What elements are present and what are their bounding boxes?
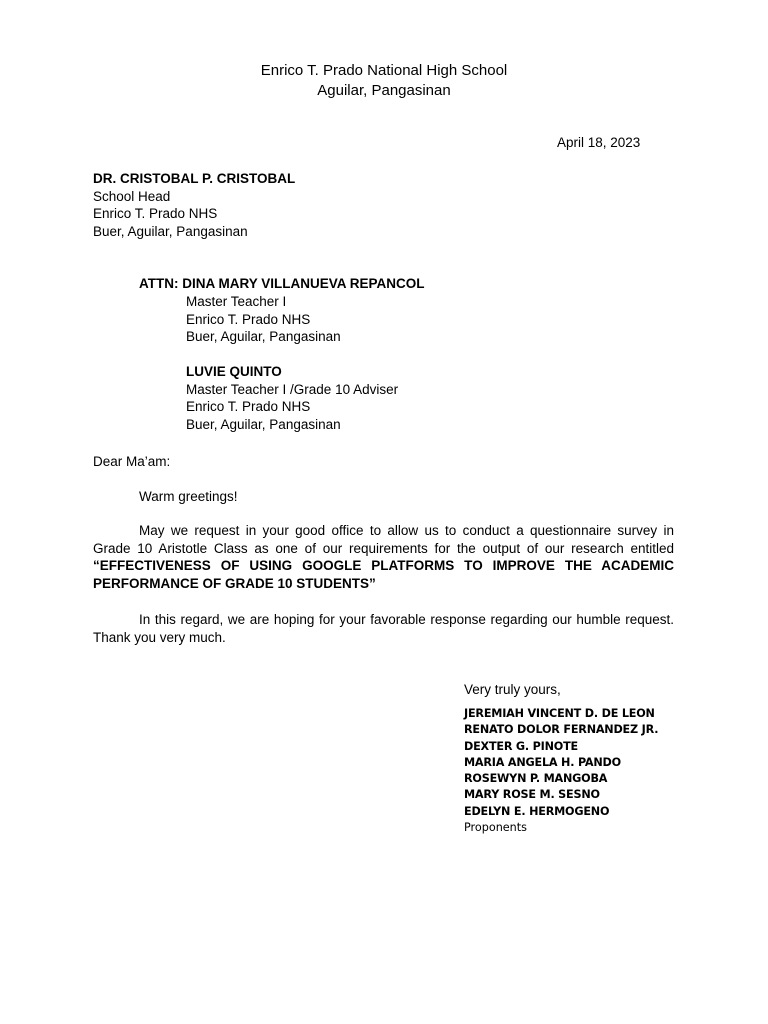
letterhead [0,61,768,101]
attn-second-block [186,363,398,433]
proponents-list [464,706,658,836]
body-paragraph-2: In this regard, we are hoping for your favorable response regarding our humble request. Thank you very much. [93,612,674,645]
recipient-name: DR. CRISTOBAL P. CRISTOBAL [93,171,296,186]
school-address: Aguilar, Pangasinan [317,82,451,99]
letter-date: April 18, 2023 [557,135,641,150]
recipient-school: Enrico T. Prado NHS [93,206,218,222]
recipient-address: Buer, Aguilar, Pangasinan [93,223,248,239]
proponent-name: DEXTER G. PINOTE [464,739,578,753]
closing: Very truly yours, [464,682,561,697]
attn-first-position: Master Teacher I [186,294,287,309]
attn-second-address: Buer, Aguilar, Pangasinan [186,416,341,432]
salutation: Dear Ma’am: [93,454,171,469]
attn-first-school: Enrico T. Prado NHS [186,311,311,327]
proponent-name: JEREMIAH VINCENT D. DE LEON [464,707,655,720]
school-name: Enrico T. Prado National High School [260,62,508,79]
attn-second-school: Enrico T. Prado NHS [186,399,311,415]
proponent-name: ROSEWYN P. MANGOBA [464,772,608,786]
attn-second-name: LUVIE QUINTO [186,364,282,379]
recipient-position: School Head [93,188,171,204]
attn-first-name: ATTN: DINA MARY VILLANUEVA REPANCOL [139,276,425,291]
proponent-name: EDELYN E. HERMOGENO [464,804,610,818]
recipient-block [93,170,295,240]
attn-first-block [186,293,341,346]
body-paragraph-1 [93,522,674,592]
attn-first-address: Buer, Aguilar, Pangasinan [186,329,341,345]
greeting: Warm greetings! [139,489,238,504]
proponent-name: RENATO DOLOR FERNANDEZ JR. [464,723,659,737]
proponents-label: Proponents [464,821,527,835]
research-title: “EFFECTIVENESS OF USING GOOGLE PLATFORMS TO IMPROVE THE ACADEMIC PERFORMANCE OF GRADE 10 STUDENTS” [93,558,674,591]
proponent-name: MARIA ANGELA H. PANDO [464,755,621,769]
body-paragraph-1-text: May we request in your good office to allow us to conduct a questionnaire survey in Grade 10 Aristotle Class as one of our requirements for the output of our research entitled [93,523,674,556]
proponent-name: MARY ROSE M. SESNO [464,788,600,802]
attn-second-position: Master Teacher I /Grade 10 Adviser [186,381,399,397]
